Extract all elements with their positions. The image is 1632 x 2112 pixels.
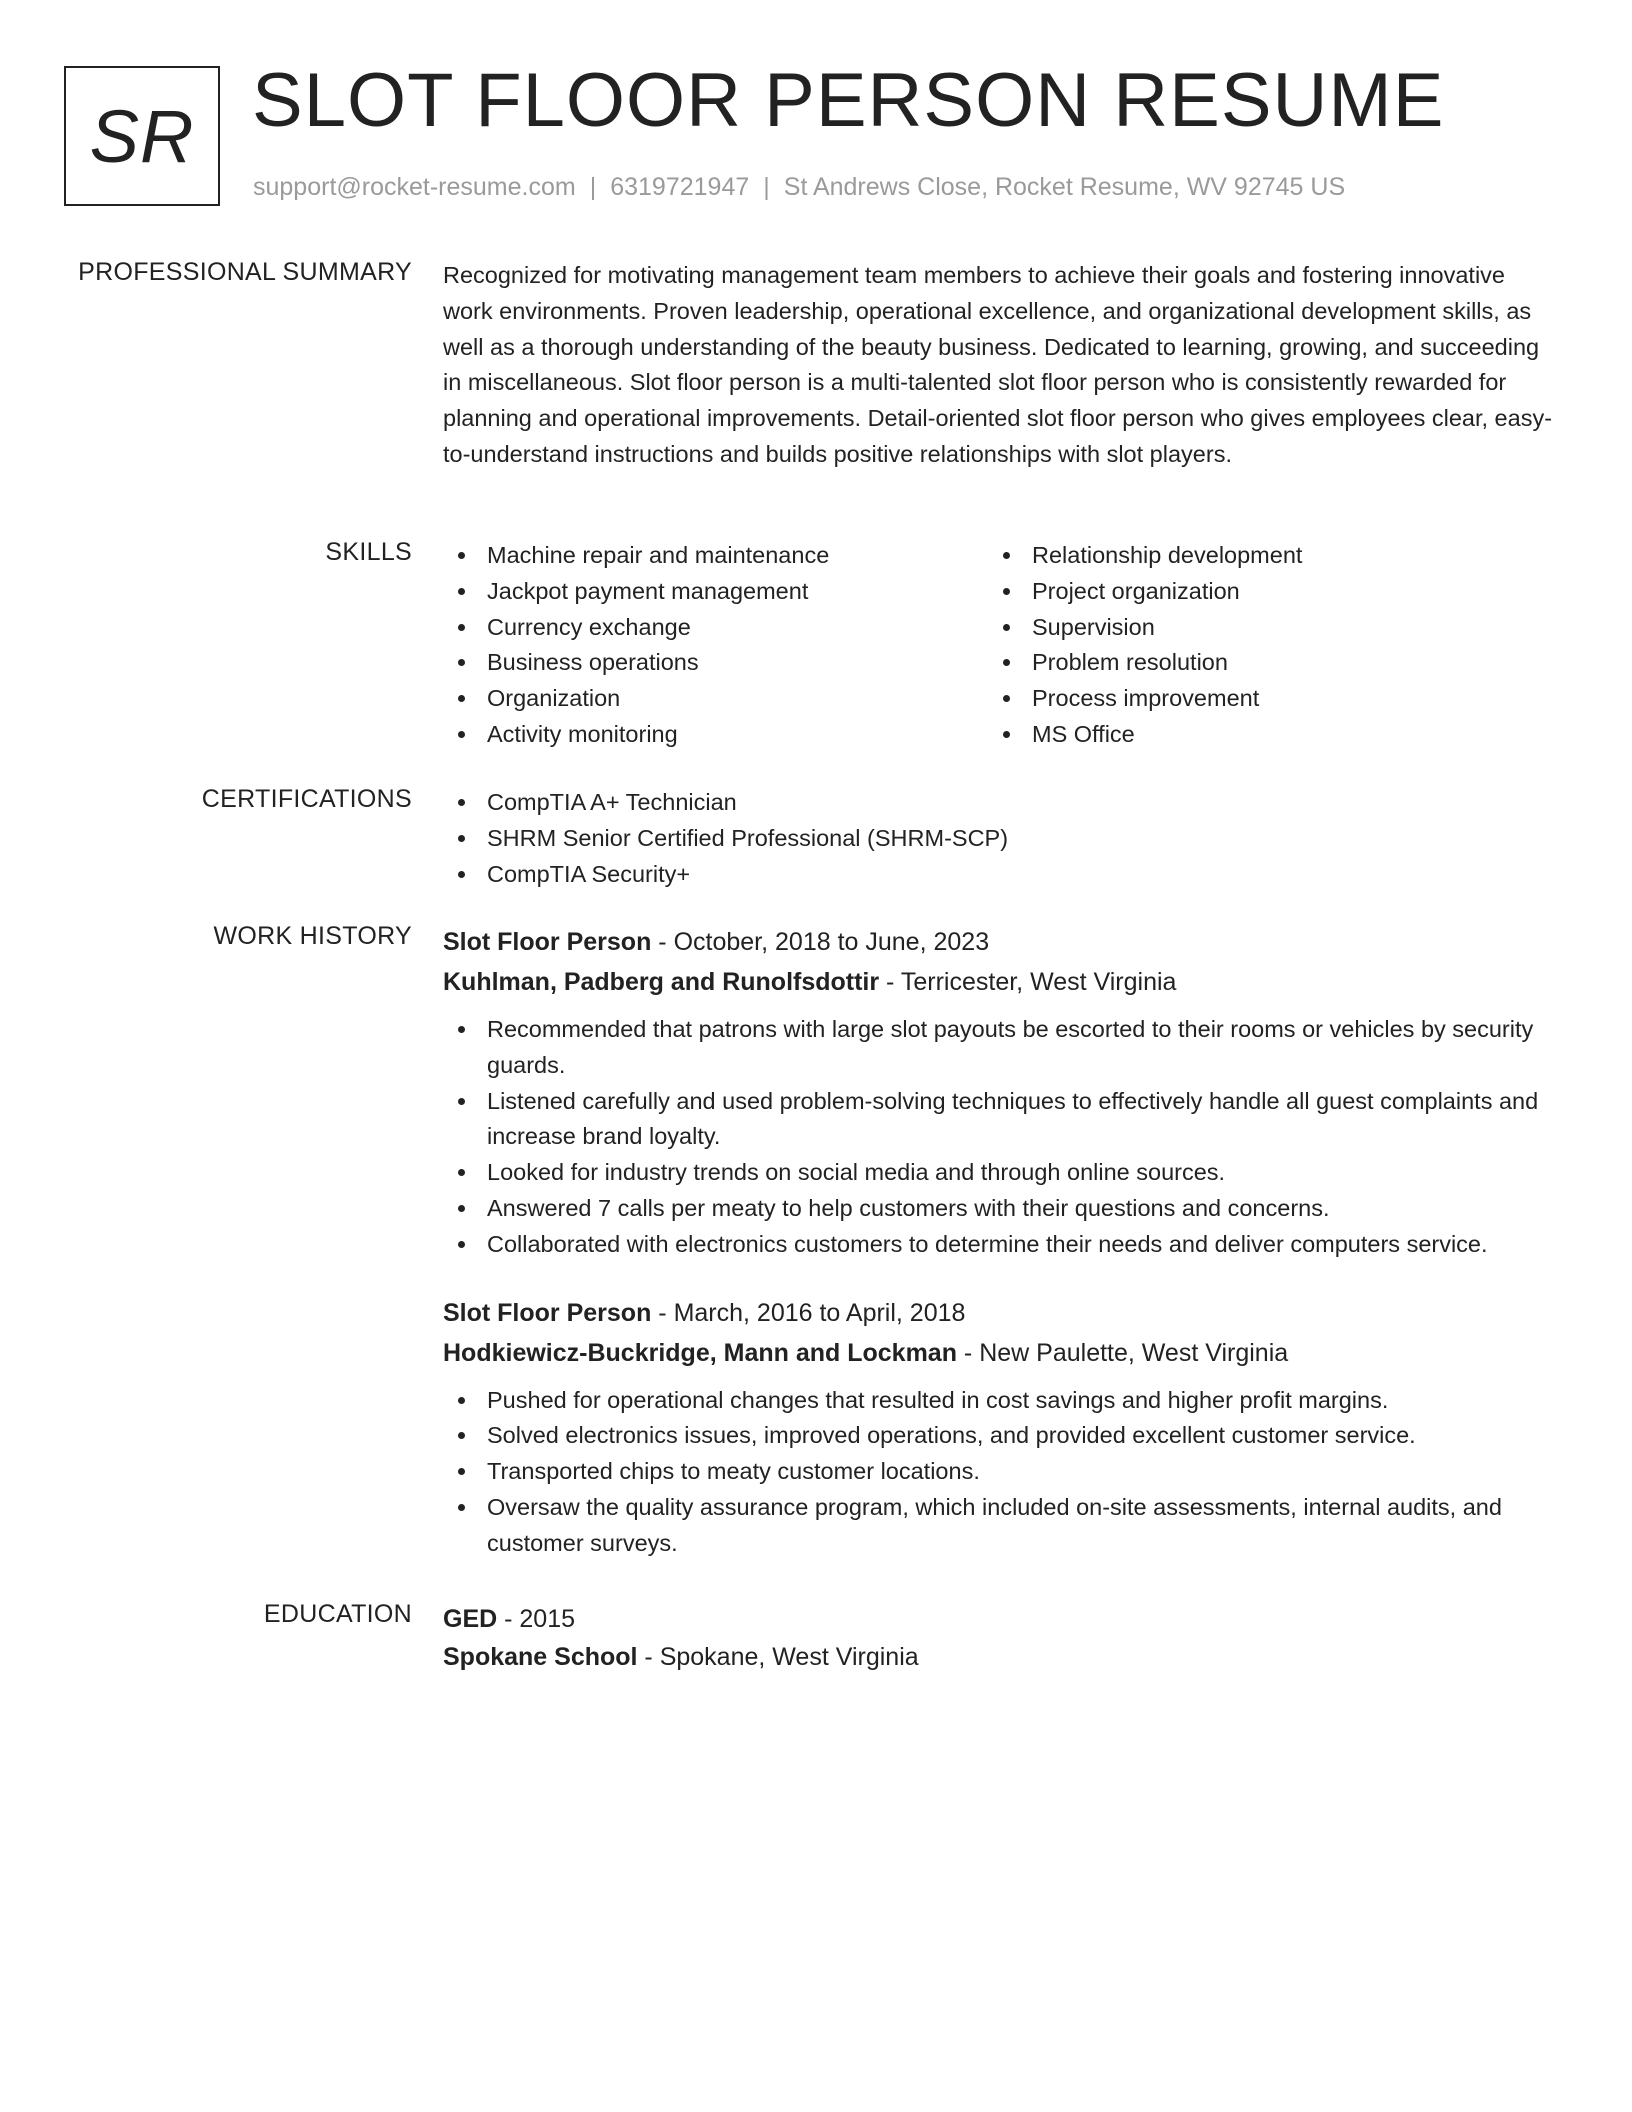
job-location: - New Paulette, West Virginia xyxy=(956,1338,1289,1367)
certifications-list xyxy=(443,785,1553,892)
skill-item: Activity monitoring xyxy=(443,717,988,753)
skills-columns xyxy=(443,538,1553,753)
job-bullet: Answered 7 calls per meaty to help customers with their questions and concerns. xyxy=(443,1191,1553,1227)
education-degree: GED xyxy=(443,1605,498,1633)
job-location: - Terricester, West Virginia xyxy=(879,968,1177,996)
skill-item: Machine repair and maintenance xyxy=(443,538,988,574)
certifications-heading: CERTIFICATIONS xyxy=(201,785,412,813)
education-year: - 2015 xyxy=(497,1605,576,1633)
contact-phone[interactable]: 6319721947 xyxy=(610,173,750,201)
job-company-line xyxy=(443,1333,1553,1373)
contact-address: St Andrews Close, Rocket Resume, WV 92745 US xyxy=(783,173,1346,201)
job-bullet: Listened carefully and used problem-solving techniques to effectively handle all guest complaints and increase brand loyalty. xyxy=(443,1084,1553,1156)
skills-heading: SKILLS xyxy=(325,538,412,566)
work-history-heading: WORK HISTORY xyxy=(213,922,412,950)
skill-item: Organization xyxy=(443,681,988,717)
job-entry xyxy=(443,922,1553,1263)
job-bullet: Solved electronics issues, improved operations, and provided excellent customer service. xyxy=(443,1418,1553,1454)
skill-item: Supervision xyxy=(988,610,1533,646)
job-bullet: Recommended that patrons with large slot payouts be escorted to their rooms or vehicles by security guards. xyxy=(443,1012,1553,1084)
skill-item: Problem resolution xyxy=(988,645,1533,681)
job-dates: - March, 2016 to April, 2018 xyxy=(651,1298,966,1327)
job-company: Kuhlman, Padberg and Runolfsdottir xyxy=(443,968,880,996)
job-title: Slot Floor Person xyxy=(443,1298,652,1327)
education-degree-line xyxy=(443,1600,1553,1638)
certifications-body xyxy=(443,785,1553,892)
job-bullet: Looked for industry trends on social media and through online sources. xyxy=(443,1155,1553,1191)
resume-title: SLOT FLOOR PERSON RESUME xyxy=(252,58,1445,143)
skills-list-left xyxy=(443,538,988,753)
monogram-initials: SR xyxy=(89,94,195,178)
job-company-line xyxy=(443,962,1553,1002)
job-bullet: Oversaw the quality assurance program, which included on-site assessments, internal audits, and customer surveys. xyxy=(443,1490,1553,1562)
summary-text: Recognized for motivating management team members to achieve their goals and fostering innovative work environments. Proven leadership, operational excellence, and organizational development skills, as well as a thorough understanding of the beauty business. Dedicated to learning, growing, and succeeding in miscellaneous. Slot floor person is a multi-talented slot floor person who is consistently rewarded for planning and operational improvements. Detail-oriented slot floor person who gives employees clear, easy-to-understand instructions and builds positive relationships with slot players. xyxy=(443,262,1553,467)
education-school: Spokane School xyxy=(443,1643,638,1671)
skill-item: Process improvement xyxy=(988,681,1533,717)
summary-heading: PROFESSIONAL SUMMARY xyxy=(78,258,412,286)
skill-item: Business operations xyxy=(443,645,988,681)
skill-item: Project organization xyxy=(988,574,1533,610)
education-body xyxy=(443,1600,1553,1676)
skill-item: Currency exchange xyxy=(443,610,988,646)
summary-body xyxy=(443,258,1553,473)
job-entry xyxy=(443,1293,1553,1562)
monogram-box xyxy=(64,66,220,206)
skills-list-right xyxy=(988,538,1533,753)
certification-item: CompTIA A+ Technician xyxy=(443,785,1553,821)
certification-item: CompTIA Security+ xyxy=(443,857,1553,893)
job-bullets xyxy=(443,1383,1553,1562)
contact-email[interactable]: support@rocket-resume.com xyxy=(253,173,576,201)
education-school-line xyxy=(443,1638,1553,1676)
education-location: - Spokane, West Virginia xyxy=(637,1643,919,1671)
contact-line xyxy=(253,173,1345,202)
job-title-line xyxy=(443,922,1553,962)
job-bullet: Collaborated with electronics customers to determine their needs and deliver computers service. xyxy=(443,1227,1553,1263)
skill-item: Relationship development xyxy=(988,538,1533,574)
contact-separator: | xyxy=(763,173,770,201)
job-dates: - October, 2018 to June, 2023 xyxy=(651,928,990,956)
job-title: Slot Floor Person xyxy=(443,928,652,956)
education-heading: EDUCATION xyxy=(263,1600,412,1628)
certification-item: SHRM Senior Certified Professional (SHRM-SCP) xyxy=(443,821,1553,857)
job-bullet: Transported chips to meaty customer locations. xyxy=(443,1454,1553,1490)
contact-separator: | xyxy=(589,173,597,201)
skill-item: MS Office xyxy=(988,717,1533,753)
job-bullets xyxy=(443,1012,1553,1263)
job-company: Hodkiewicz-Buckridge, Mann and Lockman xyxy=(443,1338,957,1367)
job-bullet: Pushed for operational changes that resulted in cost savings and higher profit margins. xyxy=(443,1383,1553,1419)
job-title-line xyxy=(443,1293,1553,1333)
work-history-body xyxy=(443,922,1553,1562)
skill-item: Jackpot payment management xyxy=(443,574,988,610)
